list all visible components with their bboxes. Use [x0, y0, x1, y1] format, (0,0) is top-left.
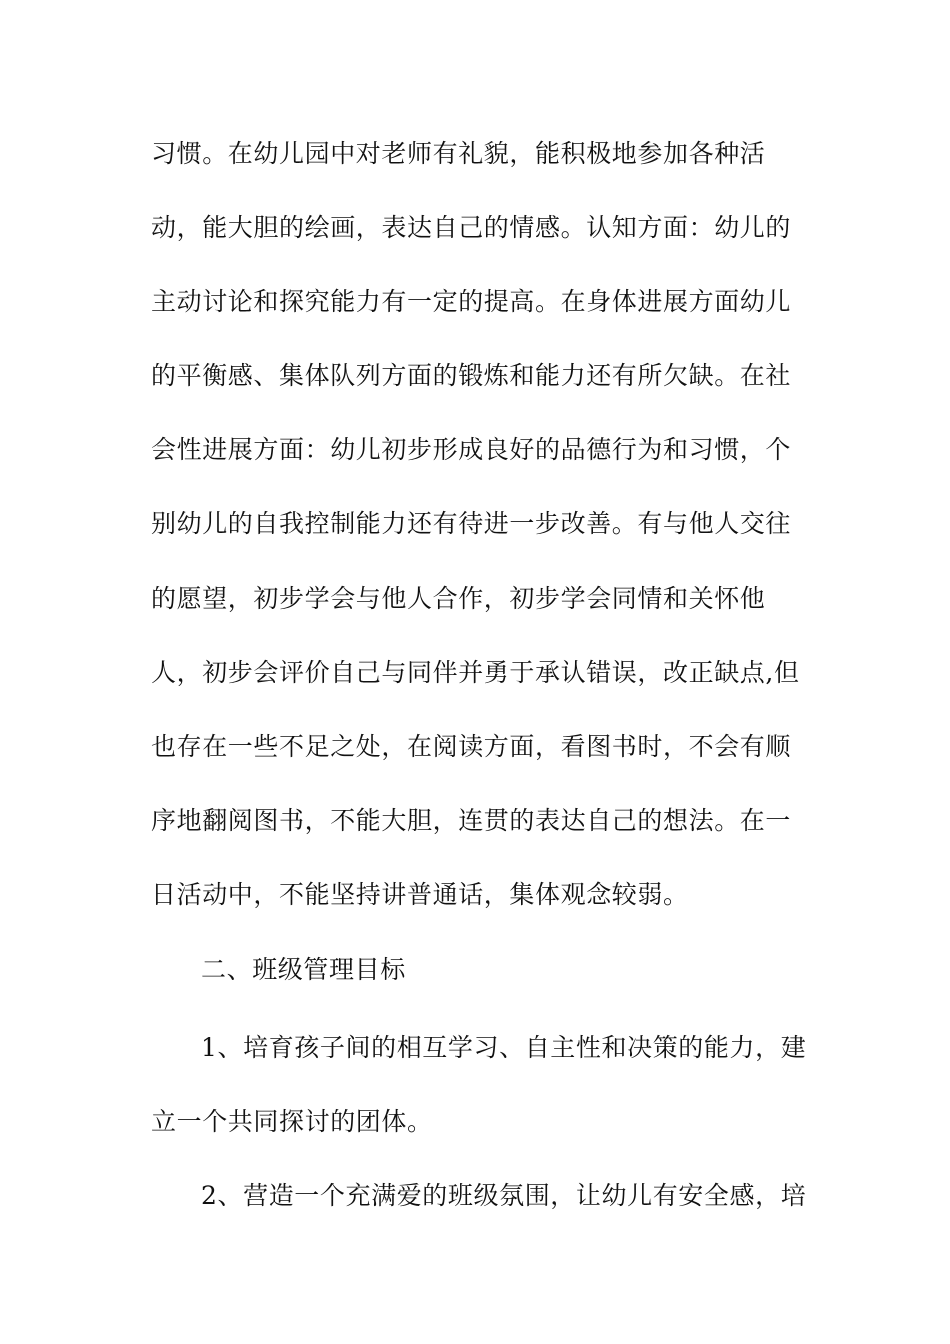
paragraph-line: 序地翻阅图书，不能大胆，连贯的表达自己的想法。在一	[151, 806, 792, 835]
paragraph-line: 动，能大胆的绘画，表达自己的情感。认知方面：幼儿的	[151, 213, 792, 242]
paragraph-line: 别幼儿的自我控制能力还有待进一步改善。有与他人交往	[151, 509, 792, 538]
section-heading: 二、班级管理目标	[201, 955, 406, 984]
paragraph-line: 会性进展方面：幼儿初步形成良好的品德行为和习惯，个	[151, 435, 792, 464]
paragraph-line: 习惯。在幼儿园中对老师有礼貌，能积极地参加各种活	[151, 139, 766, 168]
paragraph-line: 也存在一些不足之处，在阅读方面，看图书时，不会有顺	[151, 732, 792, 761]
paragraph-line: 日活动中，不能坚持讲普通话，集体观念较弱。	[151, 880, 689, 909]
paragraph-line: 主动讨论和探究能力有一定的提高。在身体进展方面幼儿	[151, 287, 792, 316]
paragraph-line: 人，初步会评价自己与同伴并勇于承认错误，改正缺点,但	[151, 658, 800, 687]
goal-2-line: 2、营造一个充满爱的班级氛围，让幼儿有安全感，培	[201, 1181, 807, 1210]
paragraph-line: 的平衡感、集体队列方面的锻炼和能力还有所欠缺。在社	[151, 361, 792, 390]
goal-1-line: 1、培育孩子间的相互学习、自主性和决策的能力，建	[201, 1033, 807, 1062]
goal-1-line: 立一个共同探讨的团体。	[151, 1107, 433, 1136]
paragraph-line: 的愿望，初步学会与他人合作，初步学会同情和关怀他	[151, 584, 766, 613]
